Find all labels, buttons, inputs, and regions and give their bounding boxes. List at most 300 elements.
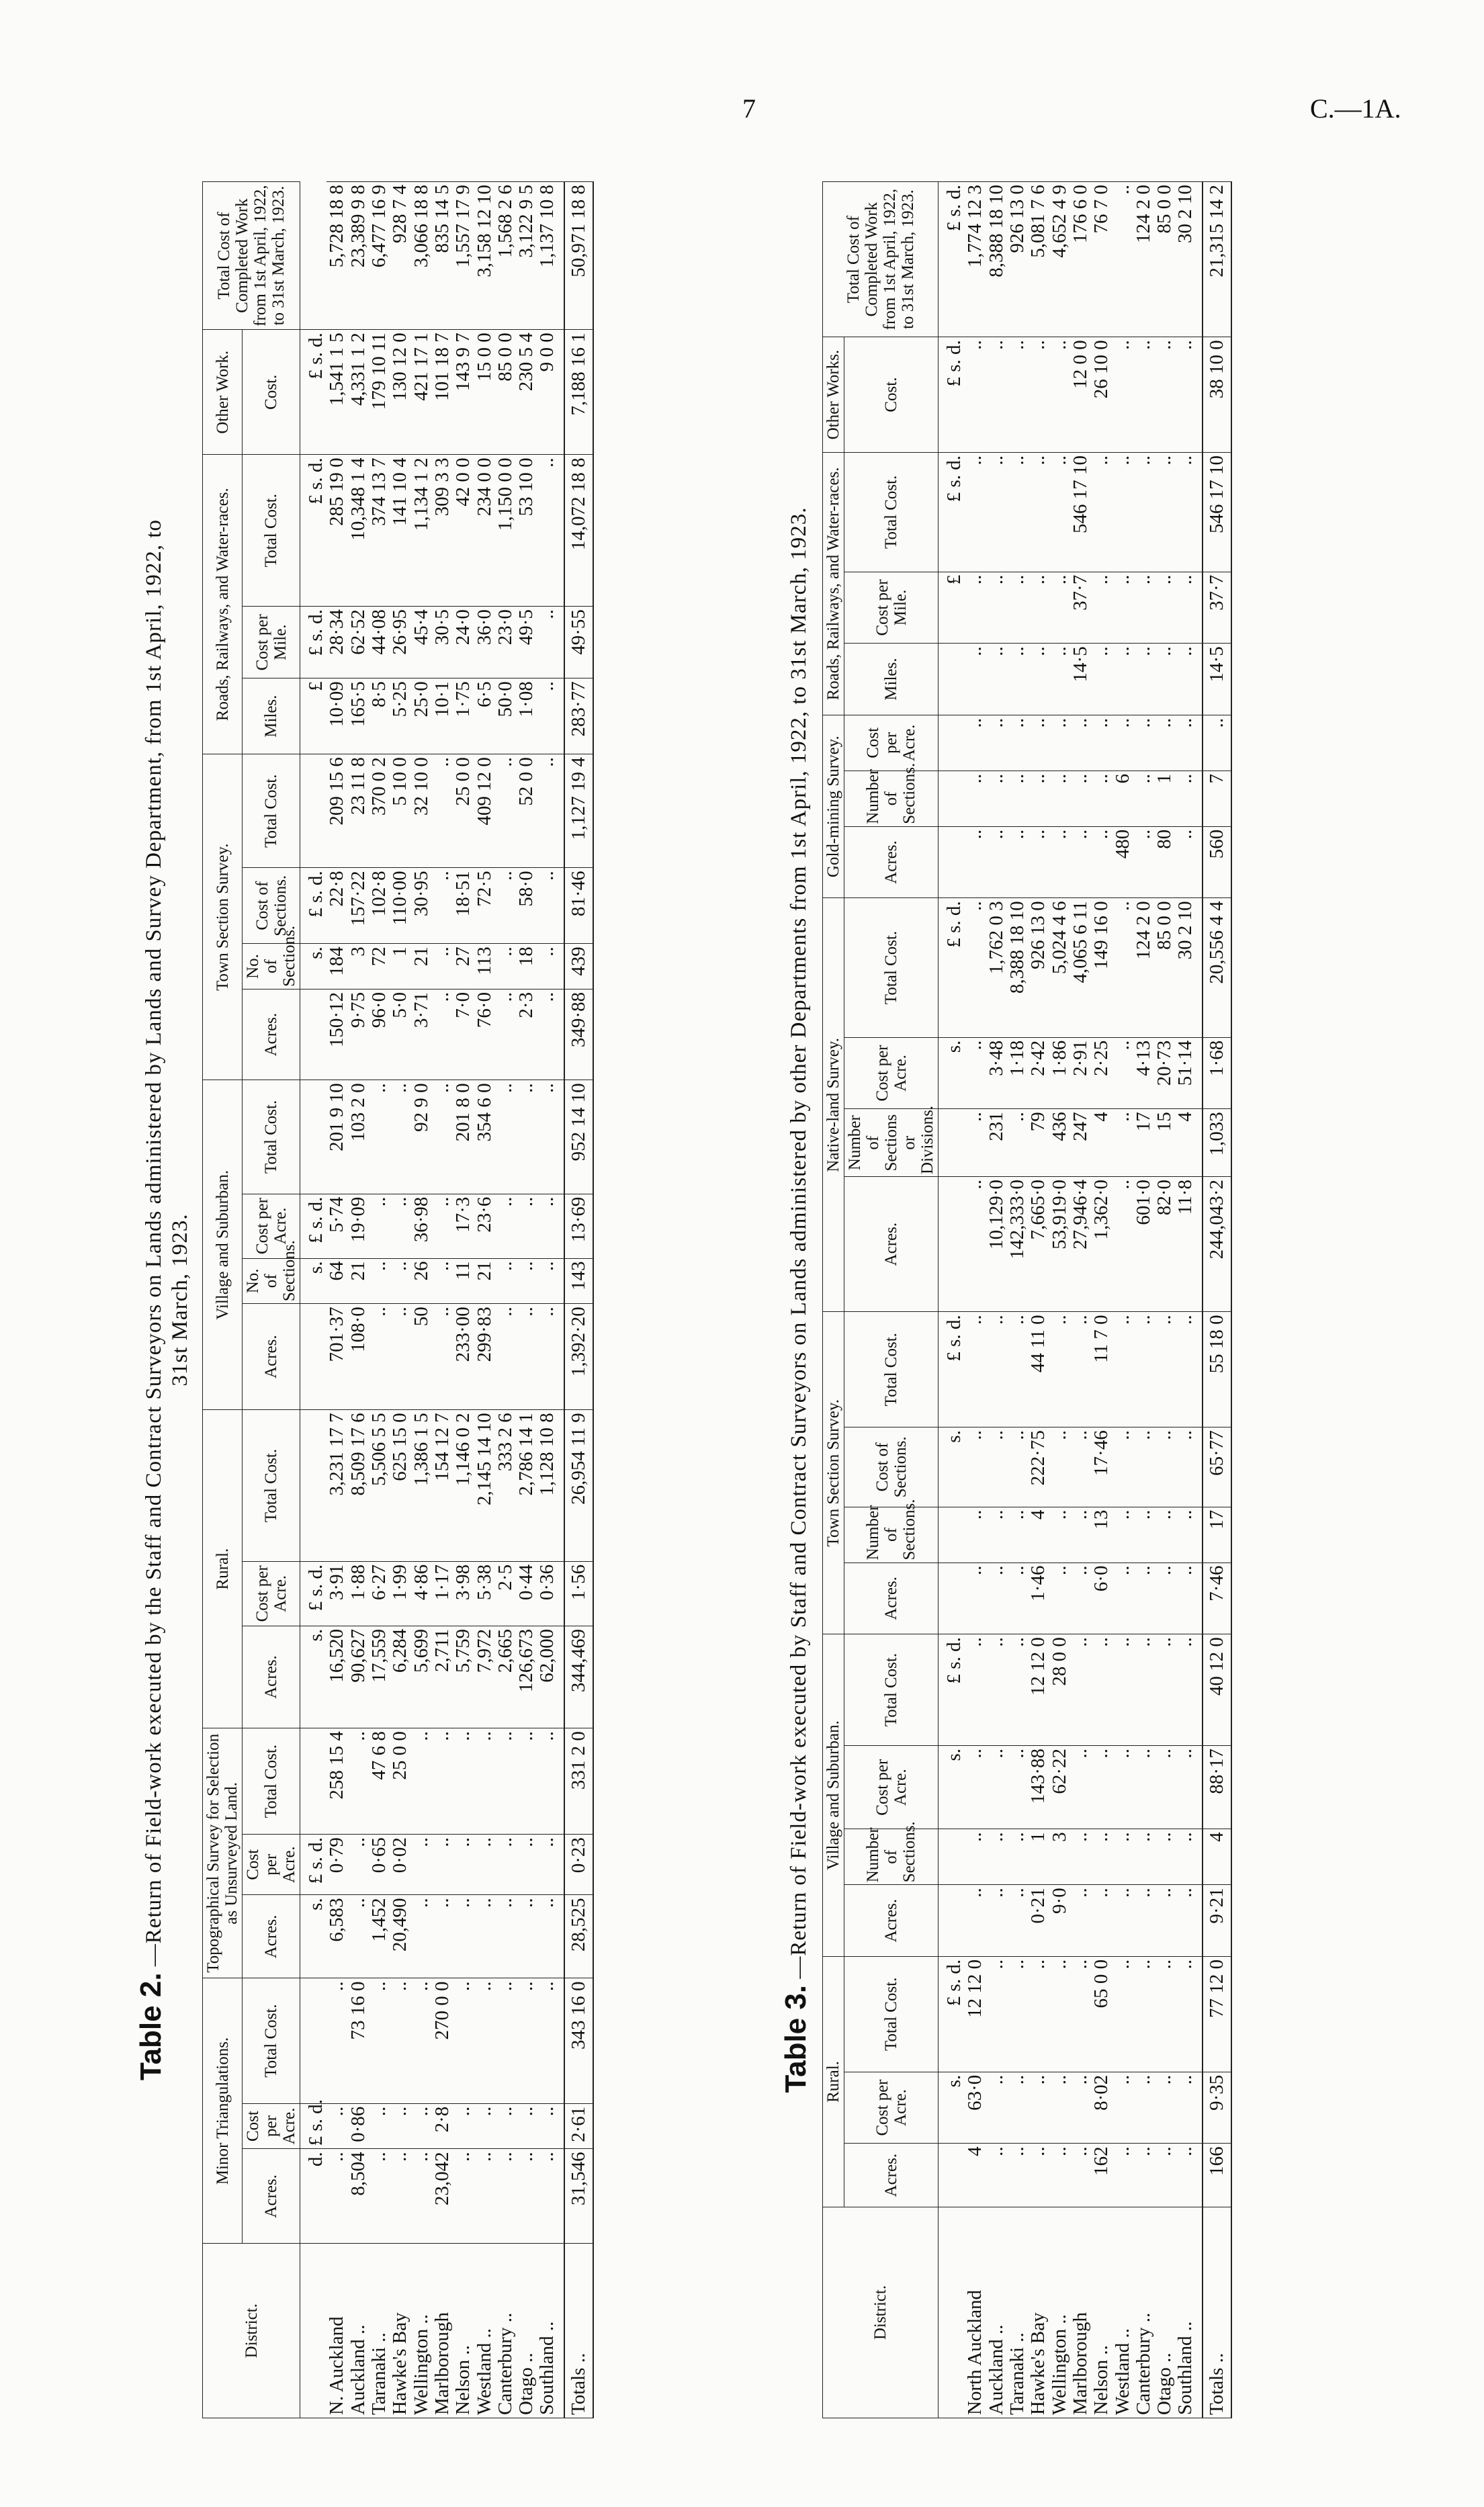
t3-value-cell: 17 <box>1133 1109 1154 1177</box>
t3-value-cell: .. <box>1070 1885 1091 1957</box>
t2-value-cell: .. <box>537 868 564 944</box>
t3-totals-cell: .. <box>1203 715 1231 771</box>
t3-value-cell: .. <box>1070 1829 1091 1885</box>
t3-value-cell: .. <box>1007 1885 1028 1957</box>
t3-table-row <box>1154 182 1175 2418</box>
t3-value-cell: .. <box>1154 1427 1175 1507</box>
t2-value-cell: 1,452 <box>369 1895 390 1978</box>
t2-value-cell: .. <box>390 2103 410 2149</box>
t2-value-cell: 23,389 9 8 <box>348 182 369 330</box>
t2-value-cell: 285 19 0 <box>326 455 347 607</box>
t2-table-row <box>474 182 495 2418</box>
t2-value-cell: 21 <box>411 944 432 989</box>
t2-value-cell: 209 15 6 <box>326 754 347 868</box>
t2-value-cell: 1,541 1 5 <box>326 330 347 455</box>
t2-value-cell: .. <box>516 1194 537 1258</box>
t3-value-cell: .. <box>1154 2144 1175 2207</box>
t2-subhead: Acres. <box>243 1626 300 1728</box>
t2-value-cell: 6,477 16 9 <box>369 182 390 330</box>
t3-value-cell: .. <box>1154 1507 1175 1563</box>
t3-value-cell: 4,065 6 11 <box>1070 898 1091 1037</box>
t2-value-cell: .. <box>495 2149 516 2244</box>
t3-value-cell: .. <box>1112 898 1133 1037</box>
t2-table-row <box>537 182 564 2418</box>
t3-value-cell: 1,774 12 3 <box>965 182 986 337</box>
t2-value-cell: 141 10 4 <box>390 455 410 607</box>
t2-value-cell: .. <box>411 1835 432 1895</box>
t2-value-cell: 354 6 0 <box>474 1080 495 1194</box>
t3-subhead: Cost per Acre. <box>844 715 939 771</box>
t2-value-cell: .. <box>453 1835 474 1895</box>
t2-district-cell: Canterbury .. <box>495 2244 516 2418</box>
t3-value-cell: 82·0 <box>1154 1176 1175 1311</box>
t3-value-cell: .. <box>1028 1956 1049 2072</box>
t3-value-cell: .. <box>1007 826 1028 898</box>
t3-value-cell: .. <box>1049 2144 1070 2207</box>
t3-totals-cell: 55 18 0 <box>1203 1312 1231 1427</box>
t3-value-cell: 142,333·0 <box>1007 1176 1028 1311</box>
t3-value-cell: .. <box>1112 1956 1133 2072</box>
t2-value-cell: 50 <box>411 1304 432 1410</box>
t2-value-cell: .. <box>432 1194 453 1258</box>
t2-value-cell: .. <box>516 1728 537 1835</box>
t2-subhead: Total Cost. <box>243 754 300 868</box>
t3-subhead: Acres. <box>844 1176 939 1311</box>
t3-subhead: Cost per Mile. <box>844 572 939 644</box>
t2-value-cell: .. <box>369 1080 390 1194</box>
t3-value-cell: 926 13 0 <box>1007 182 1028 337</box>
t2-head-rural: Rural. <box>203 1410 243 1728</box>
t3-value-cell: .. <box>1070 1312 1091 1427</box>
t2-value-cell: 85 0 0 <box>495 330 516 455</box>
t3-value-cell: 15 <box>1154 1109 1175 1177</box>
t3-value-cell: .. <box>986 2072 1007 2144</box>
t3-value-cell: .. <box>1112 715 1133 771</box>
t3-totals-cell: 38 10 0 <box>1203 337 1231 453</box>
t3-unit-cell <box>939 1563 965 1634</box>
t3-value-cell: 5,081 7 6 <box>1028 182 1049 337</box>
t2-totals-cell: 1·56 <box>564 1561 593 1626</box>
t3-value-cell: .. <box>1049 715 1070 771</box>
t2-unit-cell: s. <box>300 944 327 989</box>
t3-value-cell: 85 0 0 <box>1154 182 1175 337</box>
t3-value-cell: .. <box>1049 337 1070 453</box>
t3-value-cell: .. <box>1133 1507 1154 1563</box>
t3-head-gold-mining: Gold-mining Survey. <box>823 715 844 897</box>
t3-value-cell: .. <box>986 572 1007 644</box>
t3-district-cell: Southland .. <box>1175 2207 1202 2418</box>
t2-value-cell: 0·36 <box>537 1561 564 1626</box>
t3-value-cell: .. <box>1112 1427 1133 1507</box>
t3-value-cell: .. <box>1112 337 1133 453</box>
t3-subhead: Cost per Acre. <box>844 1746 939 1829</box>
t3-value-cell: .. <box>1091 572 1112 644</box>
t3-value-cell: 13 <box>1091 1507 1112 1563</box>
t2-totals-cell: 13·69 <box>564 1194 593 1258</box>
t3-district-cell: Auckland .. <box>986 2207 1007 2418</box>
t2-value-cell: 2·8 <box>432 2103 453 2149</box>
t2-value-cell: 2,711 <box>432 1626 453 1728</box>
t3-totals-cell: 14·5 <box>1203 644 1231 715</box>
t3-totals-cell: 37·7 <box>1203 572 1231 644</box>
page-number: 7 <box>742 93 756 124</box>
t2-value-cell: 179 10 11 <box>369 330 390 455</box>
t2-value-cell: 8,504 <box>348 2149 369 2244</box>
t3-subhead: Number of Sections. <box>844 771 939 826</box>
t3-totals-cell: 546 17 10 <box>1203 452 1231 572</box>
t2-value-cell: 103 2 0 <box>348 1080 369 1194</box>
t3-value-cell: .. <box>1175 1634 1202 1746</box>
t3-value-cell: .. <box>986 1427 1007 1507</box>
t3-subhead: Cost per Acre. <box>844 2072 939 2144</box>
t2-unit-cell <box>300 1728 327 1835</box>
table3-title <box>779 181 813 2418</box>
t2-unit-cell: £ s. d. <box>300 1561 327 1626</box>
t3-value-cell: .. <box>1154 1634 1175 1746</box>
t3-value-cell: 65 0 0 <box>1091 1956 1112 2072</box>
t2-value-cell: 1,386 1 5 <box>411 1410 432 1562</box>
t3-head-village: Village and Suburban. <box>823 1634 844 1957</box>
t2-value-cell: 50·0 <box>495 678 516 754</box>
t3-value-cell: .. <box>965 898 986 1037</box>
t3-value-cell: .. <box>1049 1507 1070 1563</box>
t2-unit-cell: s. <box>300 1626 327 1728</box>
t2-value-cell: .. <box>495 868 516 944</box>
t2-value-cell: 76·0 <box>474 989 495 1080</box>
t2-district-cell: Taranaki .. <box>369 2244 390 2418</box>
t3-value-cell: .. <box>1112 1829 1133 1885</box>
t3-value-cell: .. <box>1133 1829 1154 1885</box>
t3-value-cell: .. <box>986 826 1007 898</box>
t2-value-cell: .. <box>432 754 453 868</box>
t3-value-cell: .. <box>1112 1176 1133 1311</box>
t2-value-cell: 110·00 <box>390 868 410 944</box>
t3-head-other-works: Other Works. <box>823 337 844 453</box>
t2-value-cell: .. <box>390 1978 410 2103</box>
t2-value-cell: .. <box>495 1194 516 1258</box>
t3-value-cell: .. <box>1175 1312 1202 1427</box>
t3-unit-cell <box>939 1885 965 1957</box>
t2-value-cell: 333 2 6 <box>495 1410 516 1562</box>
t3-value-cell: 53,919·0 <box>1049 1176 1070 1311</box>
t2-value-cell: .. <box>411 2149 432 2244</box>
t2-value-cell: 1·08 <box>516 678 537 754</box>
t3-subhead: Acres. <box>844 826 939 898</box>
t3-value-cell: .. <box>1007 1109 1028 1177</box>
t2-value-cell: .. <box>326 2103 347 2149</box>
t2-value-cell: 25 0 0 <box>453 754 474 868</box>
t2-totals-cell: 31,546 <box>564 2149 593 2244</box>
t3-value-cell: .. <box>1154 1956 1175 2072</box>
t2-value-cell: 2,786 14 1 <box>516 1410 537 1562</box>
t3-totals-cell: 20,556 4 4 <box>1203 898 1231 1037</box>
table2-block <box>134 181 594 2418</box>
t3-value-cell: .. <box>1154 337 1175 453</box>
t3-value-cell: .. <box>1133 337 1154 453</box>
t2-value-cell: 45·4 <box>411 607 432 678</box>
t2-value-cell: .. <box>390 1080 410 1194</box>
t2-value-cell: 36·0 <box>474 607 495 678</box>
t3-value-cell: 176 6 0 <box>1070 182 1091 337</box>
t2-subhead: No. of Sections. <box>243 1258 300 1304</box>
t3-value-cell: .. <box>965 771 986 826</box>
t3-subhead: Cost. <box>844 337 939 453</box>
t2-value-cell: .. <box>369 1258 390 1304</box>
t3-value-cell: .. <box>1007 2072 1028 2144</box>
t2-value-cell: 5·0 <box>390 989 410 1080</box>
t3-value-cell: .. <box>1007 1507 1028 1563</box>
t2-totals-cell: 7,188 16 1 <box>564 330 593 455</box>
t3-subhead: Acres. <box>844 1563 939 1634</box>
t2-value-cell: .. <box>495 1728 516 1835</box>
t3-value-cell: .. <box>1112 1507 1133 1563</box>
t3-value-cell: .. <box>1133 572 1154 644</box>
t3-value-cell: 124 2 0 <box>1133 182 1154 337</box>
t2-value-cell: 3·98 <box>453 1561 474 1626</box>
t2-unit-cell <box>300 1978 327 2103</box>
t2-value-cell: .. <box>390 1258 410 1304</box>
t2-value-cell: .. <box>432 868 453 944</box>
t2-value-cell: 96·0 <box>369 989 390 1080</box>
t2-value-cell: .. <box>432 944 453 989</box>
t2-subhead: Total Cost. <box>243 455 300 607</box>
t2-value-cell: 7,972 <box>474 1626 495 1728</box>
t2-value-cell: .. <box>474 1895 495 1978</box>
t3-value-cell: 6·0 <box>1091 1563 1112 1634</box>
t3-value-cell: .. <box>1175 1563 1202 1634</box>
t2-value-cell: 44·08 <box>369 607 390 678</box>
t2-district-cell: Southland .. <box>537 2244 564 2418</box>
t2-value-cell: 157·22 <box>348 868 369 944</box>
t2-value-cell: .. <box>537 2149 564 2244</box>
t3-value-cell: .. <box>1175 1956 1202 2072</box>
t2-table-row <box>411 182 432 2418</box>
t2-value-cell: 184 <box>326 944 347 989</box>
t2-unit-cell: d. <box>300 2149 327 2244</box>
t2-value-cell: 165·5 <box>348 678 369 754</box>
t3-value-cell: .. <box>1007 715 1028 771</box>
t3-totals-cell: 21,315 14 2 <box>1203 182 1231 337</box>
t2-value-cell: 928 7 4 <box>390 182 410 330</box>
t2-value-cell: 47 6 8 <box>369 1728 390 1835</box>
t3-value-cell: 2·42 <box>1028 1037 1049 1109</box>
t2-table-row <box>432 182 453 2418</box>
t2-value-cell: .. <box>432 989 453 1080</box>
t2-value-cell: 3,122 9 5 <box>516 182 537 330</box>
t2-subhead: Acres. <box>243 2149 300 2244</box>
t3-value-cell: .. <box>1091 1746 1112 1829</box>
t3-value-cell: 926 13 0 <box>1028 898 1049 1037</box>
t3-value-cell: .. <box>1175 1507 1202 1563</box>
t2-unit-cell: £ s. d. <box>300 607 327 678</box>
t3-value-cell: .. <box>1175 826 1202 898</box>
t3-units-row <box>939 182 965 2418</box>
t2-value-cell: .. <box>537 678 564 754</box>
t3-value-cell: .. <box>1070 1634 1091 1746</box>
t3-value-cell: .. <box>1028 644 1049 715</box>
t2-value-cell: 11 <box>453 1258 474 1304</box>
t3-value-cell: .. <box>1091 715 1112 771</box>
t2-table-row <box>348 182 369 2418</box>
t2-value-cell: 9 0 0 <box>537 330 564 455</box>
t3-value-cell: .. <box>1133 1312 1154 1427</box>
t2-value-cell: .. <box>495 989 516 1080</box>
t2-value-cell: 10·09 <box>326 678 347 754</box>
t3-value-cell: .. <box>1007 452 1028 572</box>
t3-value-cell: .. <box>1175 572 1202 644</box>
t3-value-cell: .. <box>1070 2144 1091 2207</box>
t2-unit-cell: s. <box>300 1895 327 1978</box>
t3-unit-cell: s. <box>939 1746 965 1829</box>
t2-value-cell: 92 9 0 <box>411 1080 432 1194</box>
t2-value-cell: 835 14 5 <box>432 182 453 330</box>
t3-value-cell: 62·22 <box>1049 1746 1070 1829</box>
t2-table-row <box>369 182 390 2418</box>
t2-subhead: Cost per Acre. <box>243 1561 300 1626</box>
t3-value-cell: .. <box>1175 1885 1202 1957</box>
t2-unit-cell <box>300 2244 327 2418</box>
t2-value-cell: 374 13 7 <box>369 455 390 607</box>
t3-value-cell: 12 12 0 <box>1028 1634 1049 1746</box>
t2-value-cell: 20,490 <box>390 1895 410 1978</box>
t2-value-cell: 73 16 0 <box>348 1978 369 2103</box>
t2-value-cell: 102·8 <box>369 868 390 944</box>
t3-value-cell: .. <box>1049 2072 1070 2144</box>
t2-value-cell: 25·0 <box>411 678 432 754</box>
t3-value-cell: .. <box>1175 644 1202 715</box>
t3-value-cell: .. <box>1091 826 1112 898</box>
t3-value-cell: .. <box>1028 572 1049 644</box>
t3-value-cell: 76 7 0 <box>1091 182 1112 337</box>
t2-value-cell: 2·3 <box>516 989 537 1080</box>
t2-totals-cell: 0·23 <box>564 1835 593 1895</box>
t3-value-cell: .. <box>1133 1956 1154 2072</box>
t3-value-cell: .. <box>1049 826 1070 898</box>
t3-table-row <box>986 182 1007 2418</box>
t2-value-cell: .. <box>495 1304 516 1410</box>
t3-unit-cell <box>939 715 965 771</box>
t3-value-cell: .. <box>1007 1829 1028 1885</box>
t3-subhead: Number of Sections. <box>844 1507 939 1563</box>
t2-value-cell: 0·02 <box>390 1835 410 1895</box>
t2-value-cell: 1,150 0 0 <box>495 455 516 607</box>
t3-value-cell: .. <box>1028 771 1049 826</box>
t3-value-cell: .. <box>1091 1829 1112 1885</box>
t3-head-native-land: Native-land Survey. <box>823 898 844 1312</box>
t3-value-cell: .. <box>986 1829 1007 1885</box>
t3-value-cell: .. <box>986 771 1007 826</box>
t3-value-cell: .. <box>1049 1312 1070 1427</box>
t3-value-cell: .. <box>1112 644 1133 715</box>
t3-unit-cell: £ s. d. <box>939 452 965 572</box>
t2-value-cell: 3·91 <box>326 1561 347 1626</box>
t3-value-cell: .. <box>1154 644 1175 715</box>
t3-subhead: Total Cost. <box>844 1312 939 1427</box>
t2-district-cell: Westland .. <box>474 2244 495 2418</box>
t2-value-cell: 101 18 7 <box>432 330 453 455</box>
t3-value-cell: .. <box>1007 1956 1028 2072</box>
t2-value-cell: 30·5 <box>432 607 453 678</box>
t2-value-cell: 16,520 <box>326 1626 347 1728</box>
t3-value-cell: 6 <box>1112 771 1133 826</box>
t2-value-cell: 2·5 <box>495 1561 516 1626</box>
t2-value-cell: 701·37 <box>326 1304 347 1410</box>
t2-value-cell: .. <box>495 1080 516 1194</box>
t2-value-cell: 126,673 <box>516 1626 537 1728</box>
t2-value-cell: 3 <box>348 944 369 989</box>
t2-value-cell: .. <box>537 1194 564 1258</box>
t2-value-cell: 5,506 5 5 <box>369 1410 390 1562</box>
t2-district-cell: N. Auckland <box>326 2244 347 2418</box>
t3-value-cell: .. <box>1154 1312 1175 1427</box>
t3-value-cell: .. <box>1007 1634 1028 1746</box>
t3-value-cell: .. <box>1175 715 1202 771</box>
t2-value-cell: .. <box>411 1895 432 1978</box>
t2-subhead: Cost per Acre. <box>243 1194 300 1258</box>
t2-value-cell: 130 12 0 <box>390 330 410 455</box>
t2-subhead: Total Cost. <box>243 1978 300 2103</box>
t2-value-cell: 90,627 <box>348 1626 369 1728</box>
t3-totals-label: Totals .. <box>1203 2207 1231 2418</box>
t3-value-cell: .. <box>1049 771 1070 826</box>
t3-value-cell: .. <box>1091 644 1112 715</box>
t3-value-cell: .. <box>1175 1427 1202 1507</box>
t3-value-cell: .. <box>1070 1427 1091 1507</box>
t3-value-cell: .. <box>1091 771 1112 826</box>
t2-value-cell: 18 <box>516 944 537 989</box>
t2-value-cell: 1·99 <box>390 1561 410 1626</box>
t2-head-total-cost: Total Cost of Completed Work from 1st April, 1922, to 31st March, 1923. <box>203 182 300 330</box>
t3-value-cell: .. <box>965 644 986 715</box>
t2-value-cell: .. <box>537 1978 564 2103</box>
t3-totals-cell: 1·68 <box>1203 1037 1231 1109</box>
t3-value-cell: 79 <box>1028 1109 1049 1177</box>
t3-value-cell: .. <box>1175 1829 1202 1885</box>
t2-value-cell: .. <box>516 2149 537 2244</box>
t2-value-cell: .. <box>453 1978 474 2103</box>
t3-value-cell: .. <box>986 1634 1007 1746</box>
t3-value-cell: .. <box>965 1563 986 1634</box>
t2-value-cell: .. <box>369 1304 390 1410</box>
t3-unit-cell <box>939 1829 965 1885</box>
t2-value-cell: 233·00 <box>453 1304 474 1410</box>
t2-unit-cell <box>300 989 327 1080</box>
t2-value-cell: .. <box>516 1895 537 1978</box>
t2-value-cell: .. <box>453 2103 474 2149</box>
t3-table-row <box>1175 182 1202 2418</box>
t3-value-cell: .. <box>1133 2072 1154 2144</box>
t3-value-cell: 14·5 <box>1070 644 1091 715</box>
t2-units-row <box>300 182 327 2418</box>
t2-value-cell: 309 3 3 <box>432 455 453 607</box>
t3-value-cell: 0·21 <box>1028 1885 1049 1957</box>
t3-value-cell: 1,762 0 3 <box>986 898 1007 1037</box>
t3-value-cell: .. <box>1028 337 1049 453</box>
t2-subhead: No. of Sections. <box>243 944 300 989</box>
t2-totals-cell: 439 <box>564 944 593 989</box>
t2-value-cell: 6,284 <box>390 1626 410 1728</box>
t2-subhead: Miles. <box>243 678 300 754</box>
t2-head-roads: Roads, Railways, and Water-races. <box>203 455 243 754</box>
t3-subhead: Total Cost. <box>844 898 939 1037</box>
t3-value-cell: .. <box>1070 1507 1091 1563</box>
t2-value-cell: 2,145 14 10 <box>474 1410 495 1562</box>
t2-value-cell: 5 10 0 <box>390 754 410 868</box>
t3-value-cell: .. <box>965 452 986 572</box>
table2-title-line1: —Return of Field-work executed by the Staff and Contract Surveyors on Lands administered by Lands and Survey Department, from 1st April, 1922, to <box>142 519 166 1967</box>
t3-unit-cell <box>939 2144 965 2207</box>
t2-subhead: Cost per Mile. <box>243 607 300 678</box>
